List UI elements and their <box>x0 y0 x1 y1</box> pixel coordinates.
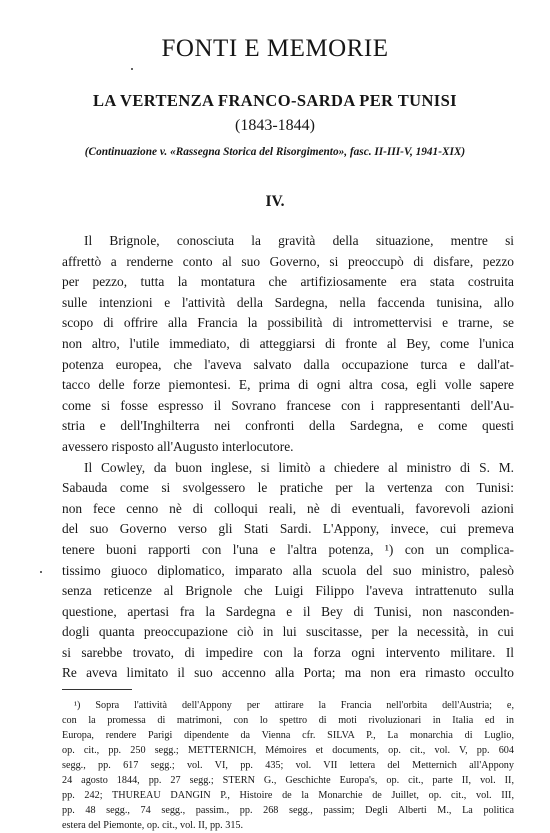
body-line: per pezzo, tutta la montatura che artifiziosamente era stata costruita <box>62 274 514 290</box>
body-line: Il Cowley, da buon inglese, si limitò a chiedere al ministro di S. M. <box>84 459 514 475</box>
body-line: come si fosse espresso il Sovrano francese con i rappresentanti dell'Au- <box>62 397 514 413</box>
body-line: potenza europea, che l'aveva salvato dalla occupazione turca e dall'at- <box>62 356 514 372</box>
article-years: (1843-1844) <box>235 117 315 134</box>
footnote-line: pp. 242; THUREAU DANGIN P., Histoire de la Monarchie de Juillet, op. cit., vol. III, <box>62 790 514 801</box>
body-line: non altro, l'utile immediato, di atteggiarsi di fronte al Bey, come l'unica <box>62 335 514 351</box>
body-line: tacco delle forze piemontesi. E, prima di ogni altra cosa, egli volle sapere <box>62 377 514 393</box>
footnote-rule <box>62 689 132 690</box>
continuation-note: (Continuazione v. «Rassegna Storica del Risorgimento», fasc. II-III-V, 1941-XIX) <box>84 146 466 158</box>
body-line: del suo Governo verso gli Stati Sardi. L'Appony, invece, cui premeva <box>62 521 514 537</box>
body-line: stria e dell'Inghilterra nei confronti della Sardegna, e come questi <box>62 418 514 434</box>
body-line: affrettò a renderne conto al suo Governo, si preoccupò di disfare, pezzo <box>62 253 514 269</box>
print-speck <box>131 68 133 70</box>
body-line: si sarebbe trovato, di impedire con la forza ogni intervento militare. Il <box>62 644 514 660</box>
body-line: scopo di offrire alla Francia la possibilità di intromettervisi e trarne, se <box>62 315 514 331</box>
body-line: Il Brignole, conosciuta la gravità della situazione, mentre si <box>84 233 514 248</box>
footnote-line: ¹) Sopra l'attività dell'Appony per attirare la Francia nell'orbita dell'Austria; e, <box>74 700 514 711</box>
footnote-line: Europa, rendere Parigi dipendente da Vienna cfr. SILVA P., La monarchia di Luglio, <box>62 730 514 741</box>
article-title: LA VERTENZA FRANCO-SARDA PER TUNISI <box>93 91 457 110</box>
body-line: avessero risposto all'Augusto interlocutore. <box>62 438 294 454</box>
body-line: Re aveva limitato il suo accenno alla Porta; ma non era rimasto occulto <box>62 665 514 681</box>
footnote-line: pp. 48 segg., 74 segg., passim., pp. 268 segg., passim; Degli Alberti M., La politica <box>62 805 514 816</box>
footnotes <box>62 698 514 833</box>
body-line: dogli quanta preoccupazione ciò in lui suscitasse, per la necessità, in cui <box>62 624 514 640</box>
footnote-line: con la promessa di matrimoni, con lo spettro di moti rivoluzionari in Italia ed in <box>62 715 514 726</box>
body-line: tissimo giuoco diplomatico, imparato alla scuola del suo ministro, palesò <box>62 562 514 578</box>
body-line: sulle intenzioni e l'attività della Sardegna, nella faccenda tunisina, allo <box>62 294 514 310</box>
print-speck <box>40 571 42 573</box>
body-line: questione, apertasi fra la Sardegna e il Bey di Tunisi, non nasconden- <box>62 603 514 619</box>
footnote-line: segg., pp. 617 segg.; vol. VI, pp. 435; vol. VII lettera del Metternich all'Appony <box>62 760 514 771</box>
body-line: tenere buoni rapporti con l'una e l'altra potenza, ¹) con un complica- <box>62 541 514 557</box>
body-line: senza reticenze al Brignole che Luigi Filippo l'aveva intrattenuto sulla <box>62 583 514 599</box>
body-line: non fece cenno nè di colloqui reali, nè di eventuali, favorevoli azioni <box>62 500 514 516</box>
body-text <box>62 231 514 684</box>
section-title: FONTI E MEMORIE <box>161 35 389 62</box>
footnote-line: 24 agosto 1844, pp. 27 segg.; STERN G., Geschichte Europa's, op. cit., parte II, vol. II, <box>62 775 514 786</box>
footnote-line: op. cit., pp. 250 segg.; METTERNICH, Mémoires et documents, op. cit., vol. V, pp. 604 <box>62 745 514 756</box>
chapter-number: IV. <box>265 193 285 210</box>
footnote-line: estera del Piemonte, op. cit., vol. II, pp. 315. <box>62 820 244 831</box>
body-line: Sabauda come si svolgessero le pratiche per la vertenza con Tunisi: <box>62 480 514 496</box>
